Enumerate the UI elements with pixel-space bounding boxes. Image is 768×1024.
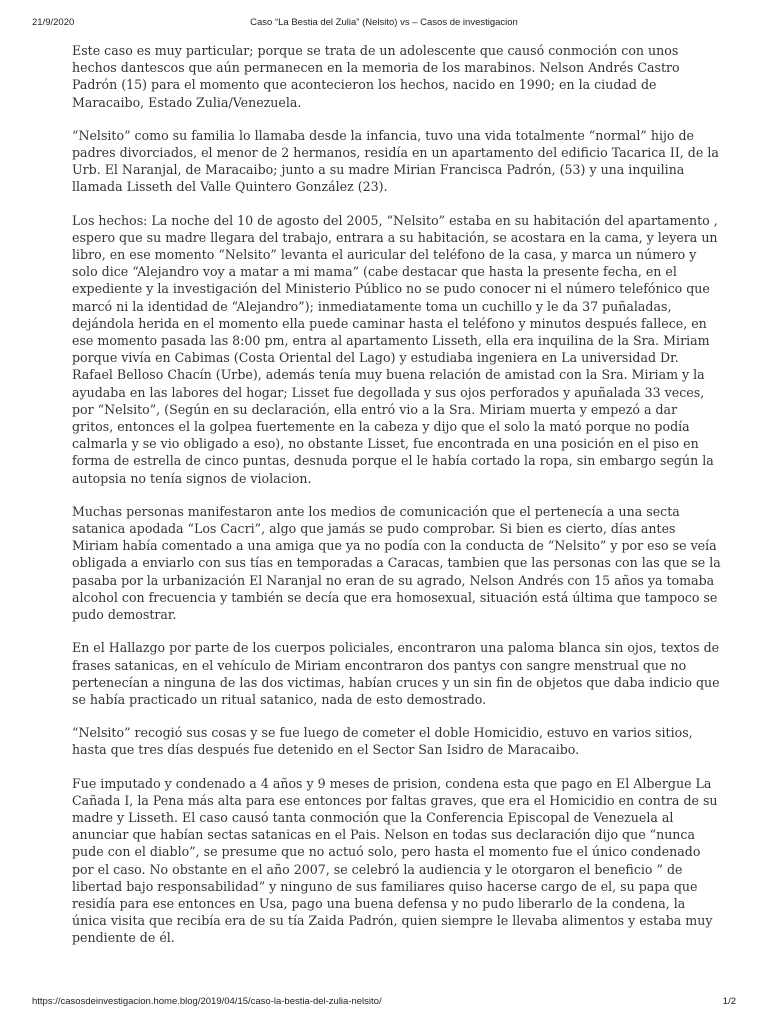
page-number: 1/2 (722, 996, 736, 1007)
article-body (72, 42, 722, 963)
paragraph-intro: Este caso es muy particular; porque se trata de un adolescente que causó conmoción con unos hechos dantescos que aún permanecen en la memoria de los marabinos. Nelson Andrés Castro Padrón (15) para el momento que acontecieron los hechos, nacido en 1990; en la ciudad de Maracaibo, Estado Zulia/Venezuela. (72, 43, 680, 110)
paragraph-facts: Los hechos: La noche del 10 de agosto del 2005, “Nelsito” estaba en su habitación del apartamento , espero que su madre llegara del trabajo, entrara a su habitación, se acostara en la cama, y leyera un libro, en ese momento “Nelsito” levanta el auricular del teléfono de la casa, y marca un número y solo dice “Alejandro voy a matar a mi mama” (cabe destacar que hasta la presente fecha, en el expediente y la investigación del Ministerio Público no se pudo conocer ni el número telefónico que marcó ni la identidad de “Alejandro”); inmediatamente toma un cuchillo y le da 37 puñaladas, dejándola herida en el momento ella puede caminar hasta el teléfono y minutos después fallece, en ese momento pasada las 8:00 pm, entra al apartamento Lisseth, ella era inquilina de la Sra. Miriam porque vivía en Cabimas (Costa Oriental del Lago) y estudiaba ingeniera en La universidad Dr. Rafael Belloso Chacín (Urbe), además tenía muy buena relación de amistad con la Sra. Miriam y la ayudaba en las labores del hogar; Lisset fue degollada y sus ojos perforados y apuñalada 33 veces, por “Nelsito”, (Según en su declaración, ella entró vio a la Sra. Miriam muerta y empezó a dar gritos, entonces el la golpea fuertemente en la cabeza y dijo que el solo la mató porque no podía calmarla y se vio obligado a eso), no obstante Lisset, fue encontrada en una posición en el piso en forma de estrella de cinco puntas, desnuda porque el le había cortado la ropa, sin embargo según la autopsia no tenía signos de violacion. (72, 212, 718, 486)
paragraph-background: “Nelsito” como su familia lo llamaba desde la infancia, tuvo una vida totalmente “normal” hijo de padres divorciados, el menor de 2 hermanos, residía en un apartamento del edificio Tacarica II, de la Urb. El Naranjal, de Maracaibo; junto a su madre Mirian Francisca Padrón, (53) y una inquilina llamada Lisseth del Valle Quintero González (23). (72, 127, 719, 195)
paragraph-sentence: Fue imputado y condenado a 4 años y 9 meses de prision, condena esta que pago en El Albergue La Cañada I, la Pena más alta para ese entonces por faltas graves, que era el Homicidio en contra de su madre y Lisseth. El caso causó tanta conmoción que la Conferencia Episcopal de Venezuela al anunciar que habían sectas satanicas en el Pais. Nelson en todas sus declaración dijo que “nunca pude con el diablo”, se presume que no actuó solo, pero hasta el momento fue el único condenado por el caso. No obstante en el año 2007, se celebró la audiencia y le otorgaron el beneficio ” de libertad bajo responsabilidad” y ninguno de sus familiares quiso hacerse cargo de el, su papa que residía para ese entonces en Usa, pago una buena defensa y no pudo liberarlo de la condena, la única visita que recibía era de su tía Zaida Padrón, quien siempre le llevaba alimentos y estaba muy pendiente de él. (72, 775, 718, 946)
paragraph-rumors: Muchas personas manifestaron ante los medios de comunicación que el pertenecía a una secta satanica apodada “Los Cacri”, algo que jamás se pudo comprobar. Si bien es cierto, días antes Miriam había comentado a una amiga que ya no podía con la conducta de “Nelsito” y por eso se veía obligada a enviarlo con sus tías en temporadas a Caracas, tambien que las personas con las que se la pasaba por la urbanización El Naranjal no eran de su agrado, Nelson Andrés con 15 años ya tomaba alcohol con frecuencia y también se decía que era homosexual, situación está última que tampoco se pudo demostrar. (72, 503, 721, 623)
print-footer (32, 996, 736, 1010)
page-title: Caso “La Bestia del Zulia” (Nelsito) vs – Casos de investigacion (250, 17, 518, 28)
source-url-link[interactable]: https://casosdeinvestigacion.home.blog/2019/04/15/caso-la-bestia-del-zulia-nelsito/ (32, 996, 382, 1007)
print-date: 21/9/2020 (32, 17, 75, 28)
paragraph-findings: En el Hallazgo por parte de los cuerpos policiales, encontraron una paloma blanca sin ojos, textos de frases satanicas, en el vehículo de Miriam encontraron dos pantys con sangre menstrual que no pertenecían a ninguna de las dos victimas, habían cruces y un sin fin de objetos que daba indicio que se había practicado un ritual satanico, nada de esto demostrado. (72, 640, 720, 707)
print-header (32, 17, 736, 31)
paragraph-arrest: “Nelsito” recogió sus cosas y se fue luego de cometer el doble Homicidio, estuvo en varios sitios, hasta que tres días después fue detenido en el Sector San Isidro de Maracaibo. (72, 725, 693, 758)
